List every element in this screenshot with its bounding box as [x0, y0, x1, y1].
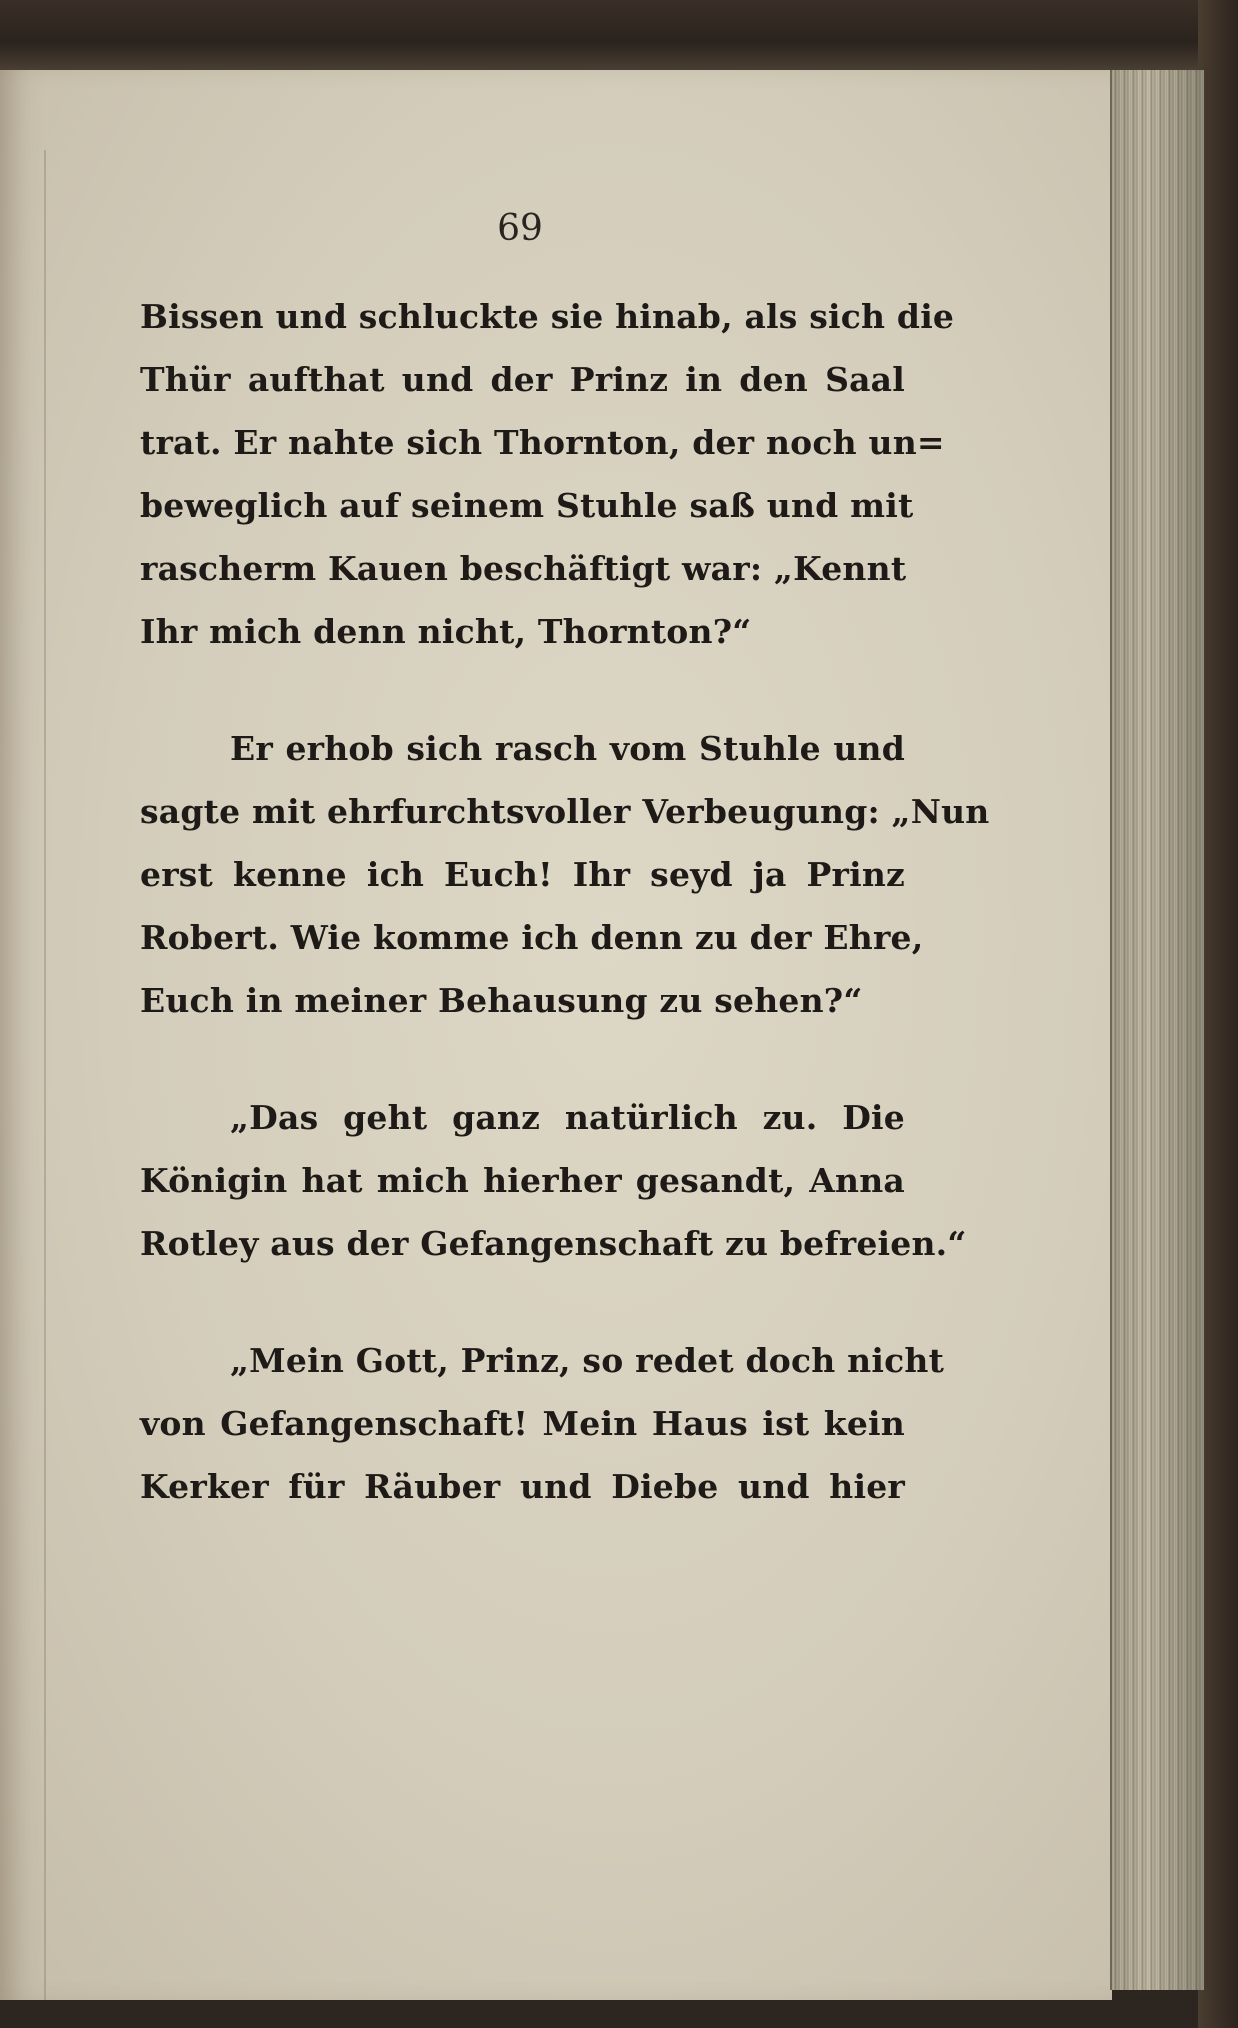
text-line: Euch in meiner Behausung zu sehen?“ — [140, 981, 863, 1020]
text-line: „Das geht ganz natürlich zu. Die — [230, 1098, 905, 1137]
text-line: „Mein Gott, Prinz, so redet doch nicht — [230, 1341, 945, 1380]
body-text — [140, 285, 990, 1518]
text-line: beweglich auf seinem Stuhle saß und mit — [140, 486, 914, 525]
paragraph — [140, 1086, 967, 1275]
page-number: 69 — [497, 208, 543, 249]
paragraph — [140, 285, 955, 663]
text-line: Thür aufthat und der Prinz in den Saal — [140, 360, 905, 399]
text-line: Rotley aus der Gefangenschaft zu befreien.“ — [140, 1224, 967, 1263]
page-edges — [1110, 70, 1204, 1990]
paragraph-gap — [140, 663, 905, 717]
text-line: Ihr mich denn nicht, Thornton?“ — [140, 612, 752, 651]
text-line: trat. Er nahte sich Thornton, der noch un= — [140, 423, 945, 462]
book-cover-right — [1198, 0, 1238, 2028]
text-line: sagte mit ehrfurchtsvoller Verbeugung: „Nun — [140, 792, 990, 831]
paragraph-gap — [140, 1032, 905, 1086]
text-line: Bissen und schluckte sie hinab, als sich die — [140, 297, 955, 336]
page-gutter — [44, 150, 46, 2000]
book-cover-top — [0, 0, 1238, 70]
text-line: Kerker für Räuber und Diebe und hier — [140, 1467, 905, 1506]
text-line: von Gefangenschaft! Mein Haus ist kein — [140, 1404, 905, 1443]
text-line: rascherm Kauen beschäftigt war: „Kennt — [140, 549, 907, 588]
text-line: Er erhob sich rasch vom Stuhle und — [230, 729, 905, 768]
paragraph — [140, 717, 990, 1032]
text-line: Robert. Wie komme ich denn zu der Ehre, — [140, 918, 924, 957]
paragraph-gap — [140, 1275, 905, 1329]
text-line: erst kenne ich Euch! Ihr seyd ja Prinz — [140, 855, 905, 894]
paragraph — [140, 1329, 945, 1518]
text-line: Königin hat mich hierher gesandt, Anna — [140, 1161, 905, 1200]
